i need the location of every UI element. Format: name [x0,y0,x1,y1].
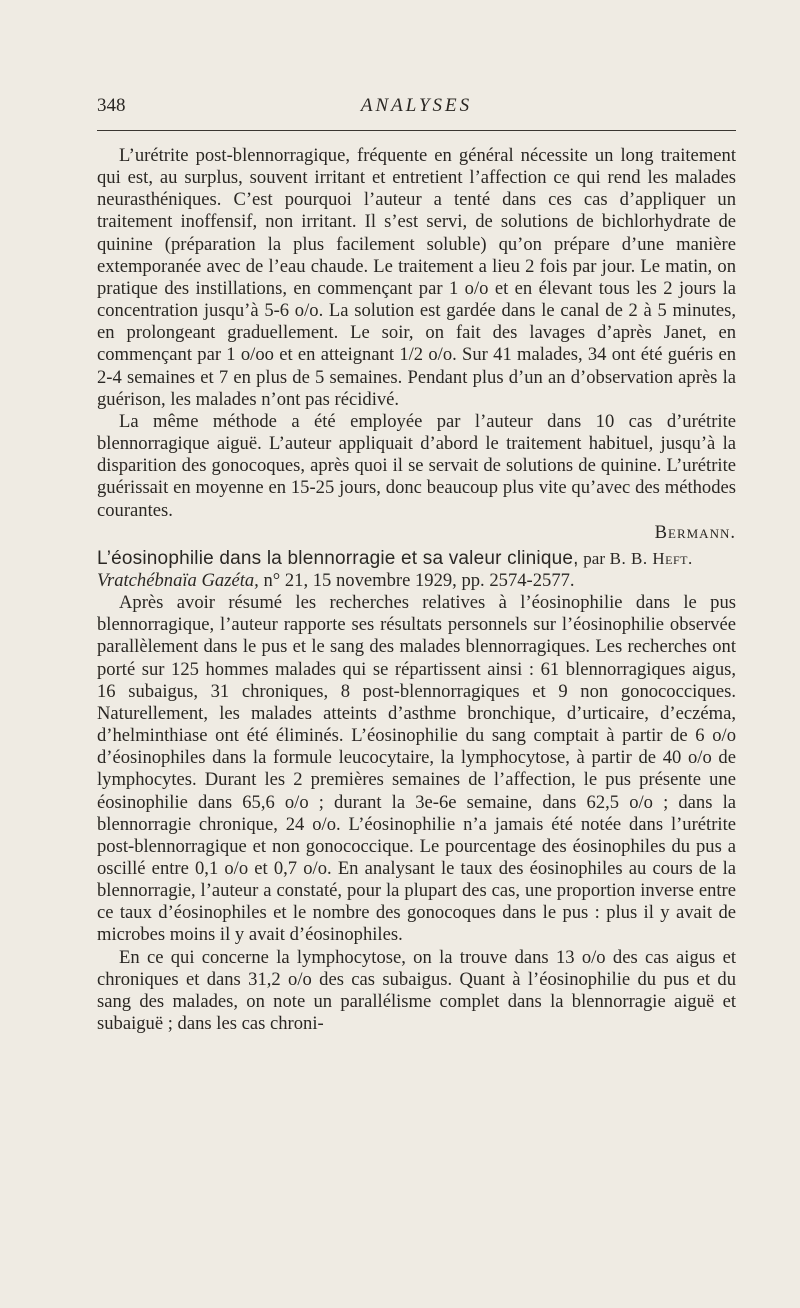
header-rule [97,130,736,131]
paragraph: La même méthode a été employée par l’auteur dans 10 cas d’urétrite blennorragique aiguë. L’auteur appliquait d’abord le traitement habituel, jusqu’à la disparition des gonocoques, après quoi il se servait de solutions de quinine. L’urétrite guérissait en moyenne en 15-25 jours, donc beaucoup plus vite qu’avec des méthodes courantes. [97,410,736,521]
page-number: 348 [97,95,126,116]
authors-prefix: par [583,548,606,568]
journal-name: Vratchébnaïa Gazéta, [97,569,259,591]
paragraph: Après avoir résumé les recherches relatives à l’éosinophilie dans le pus blennorragique, l’auteur rapporte ses résultats personnels sur l’éosinophilie observée parallèlement dans le pus et le sang des malades blennorragiques. Les recherches ont porté sur 125 hommes malades qui se répartissent ainsi : 61 blennorragiques aigus, 16 subaigus, 31 chroniques, 8 post-blennorragiques et 9 non gonococciques. Naturellement, les malades atteints d’asthme bronchique, d’urticaire, d’eczéma, d’helminthiase ont été éliminés. L’éosinophilie du sang comptait à partir de 6 o/o d’éosinophiles dans la formule leucocytaire, la lymphocytose, à partir de 40 o/o de lymphocytes. Durant les 2 premières semaines de l’affection, le pus présente une éosinophilie dans 65,6 o/o ; durant la 3e-6e semaine, dans 62,5 o/o ; dans la blennorragie chronique, 24 o/o. L’éosinophilie n’a jamais été notée dans l’urétrite post-blennorragique et non gonococcique. Le pourcentage des éosinophiles du pus a oscillé entre 0,1 o/o et 0,7 o/o. En analysant le taux des éosinophiles au cours de la blennorragie, l’auteur a constaté, pour la plupart des cas, une proportion inverse entre ce taux d’éosinophiles et le nombre des gonocoques dans le pus : plus il y avait de microbes moins il y avait d’éosinophiles. [97,592,736,946]
page-body [97,145,736,1035]
page-header [97,95,736,127]
article-heading [97,548,736,570]
running-head: ANALYSES [360,95,473,116]
citation: n° 21, 15 novembre 1929, pp. 2574-2577. [263,569,575,591]
reviewer-signature: Bermann. [654,521,736,543]
paragraph: En ce qui concerne la lymphocytose, on la trouve dans 13 o/o des cas aigus et chroniques et dans 31,2 o/o des cas subaigus. Quant à l’éosinophilie du pus et du sang des malades, on note un parallélisme complet dans la blennorragie aiguë et subaiguë ; dans les cas chroni- [97,946,736,1035]
article-title: L’éosinophilie dans la blennorragie et sa valeur clinique, [97,547,579,569]
article-authors: B. B. Heft. [609,548,693,568]
paragraph: L’urétrite post-blennorragique, fréquente en général nécessite un long traitement qui est, au surplus, souvent irritant et entretient l’affection ce qui rend les malades neurasthéniques. C’est pourquoi l’auteur a tenté dans ces cas d’appliquer un traitement inoffensif, non irritant. Il s’est servi, de solutions de bichlorhydrate de quinine (préparation la plus facilement soluble) qu’on prépare d’une manière extemporanée avec de l’eau chaude. Le traitement a lieu 2 fois par jour. Le matin, on pratique des instillations, en commençant par 1 o/o et en élevant tous les 2 jours la concentration jusqu’à 5-6 o/o. La solution est gardée dans le canal de 2 à 5 minutes, en prolongeant graduellement. Le soir, on fait des lavages d’après Janet, en commençant par 1 o/oo et en atteignant 1/2 o/o. Sur 41 malades, 34 ont été guéris en 2-4 semaines et 7 en plus de 5 semaines. Pendant plus d’un an d’observation après la guérison, les malades n’ont pas récidivé. [97,145,736,410]
article-source [97,570,736,592]
